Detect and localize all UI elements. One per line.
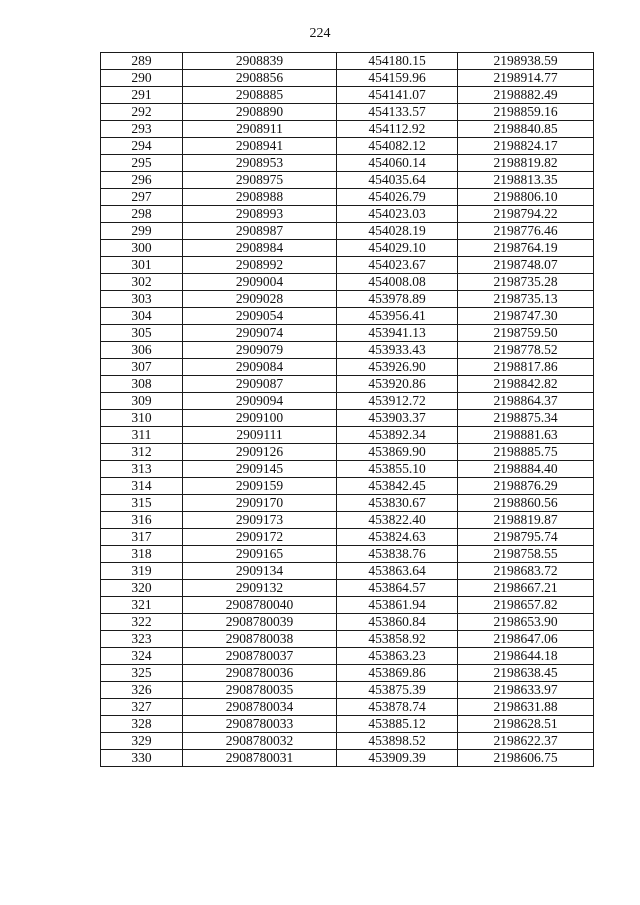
x-coordinate-cell: 453842.45 — [337, 478, 458, 495]
y-coordinate-cell: 2198735.13 — [458, 291, 594, 308]
point-id-cell: 2908780039 — [183, 614, 337, 631]
point-number-cell: 302 — [101, 274, 183, 291]
y-coordinate-cell: 2198758.55 — [458, 546, 594, 563]
x-coordinate-cell: 453909.39 — [337, 750, 458, 767]
point-id-cell: 2908780038 — [183, 631, 337, 648]
point-number-cell: 301 — [101, 257, 183, 274]
y-coordinate-cell: 2198842.82 — [458, 376, 594, 393]
x-coordinate-cell: 453830.67 — [337, 495, 458, 512]
point-id-cell: 2909094 — [183, 393, 337, 410]
y-coordinate-cell: 2198638.45 — [458, 665, 594, 682]
x-coordinate-cell: 453838.76 — [337, 546, 458, 563]
point-id-cell: 2908780035 — [183, 682, 337, 699]
y-coordinate-cell: 2198647.06 — [458, 631, 594, 648]
y-coordinate-cell: 2198813.35 — [458, 172, 594, 189]
x-coordinate-cell: 453898.52 — [337, 733, 458, 750]
y-coordinate-cell: 2198864.37 — [458, 393, 594, 410]
point-id-cell: 2908984 — [183, 240, 337, 257]
y-coordinate-cell: 2198882.49 — [458, 87, 594, 104]
table-row — [101, 495, 594, 512]
table-row — [101, 393, 594, 410]
point-id-cell: 2908839 — [183, 53, 337, 70]
table-row — [101, 359, 594, 376]
y-coordinate-cell: 2198657.82 — [458, 597, 594, 614]
point-number-cell: 326 — [101, 682, 183, 699]
point-number-cell: 327 — [101, 699, 183, 716]
table-row — [101, 427, 594, 444]
table-row — [101, 155, 594, 172]
coordinates-table — [100, 52, 594, 767]
y-coordinate-cell: 2198881.63 — [458, 427, 594, 444]
table-row — [101, 325, 594, 342]
table-row — [101, 223, 594, 240]
x-coordinate-cell: 453863.23 — [337, 648, 458, 665]
table-row — [101, 410, 594, 427]
point-id-cell: 2909004 — [183, 274, 337, 291]
point-number-cell: 304 — [101, 308, 183, 325]
y-coordinate-cell: 2198667.21 — [458, 580, 594, 597]
x-coordinate-cell: 454035.64 — [337, 172, 458, 189]
x-coordinate-cell: 453885.12 — [337, 716, 458, 733]
y-coordinate-cell: 2198884.40 — [458, 461, 594, 478]
y-coordinate-cell: 2198748.07 — [458, 257, 594, 274]
point-number-cell: 315 — [101, 495, 183, 512]
point-number-cell: 292 — [101, 104, 183, 121]
y-coordinate-cell: 2198859.16 — [458, 104, 594, 121]
table-row — [101, 580, 594, 597]
y-coordinate-cell: 2198840.85 — [458, 121, 594, 138]
x-coordinate-cell: 454008.08 — [337, 274, 458, 291]
x-coordinate-cell: 453858.92 — [337, 631, 458, 648]
y-coordinate-cell: 2198860.56 — [458, 495, 594, 512]
x-coordinate-cell: 454023.03 — [337, 206, 458, 223]
table-row — [101, 461, 594, 478]
point-id-cell: 2909172 — [183, 529, 337, 546]
point-number-cell: 295 — [101, 155, 183, 172]
y-coordinate-cell: 2198644.18 — [458, 648, 594, 665]
point-number-cell: 320 — [101, 580, 183, 597]
point-number-cell: 289 — [101, 53, 183, 70]
point-number-cell: 318 — [101, 546, 183, 563]
point-id-cell: 2908780032 — [183, 733, 337, 750]
table-row — [101, 699, 594, 716]
point-id-cell: 2909126 — [183, 444, 337, 461]
point-number-cell: 300 — [101, 240, 183, 257]
point-number-cell: 323 — [101, 631, 183, 648]
y-coordinate-cell: 2198875.34 — [458, 410, 594, 427]
table-row — [101, 87, 594, 104]
table-row — [101, 665, 594, 682]
table-row — [101, 529, 594, 546]
x-coordinate-cell: 453926.90 — [337, 359, 458, 376]
x-coordinate-cell: 454159.96 — [337, 70, 458, 87]
table-row — [101, 172, 594, 189]
point-number-cell: 303 — [101, 291, 183, 308]
point-number-cell: 290 — [101, 70, 183, 87]
point-id-cell: 2908856 — [183, 70, 337, 87]
x-coordinate-cell: 454026.79 — [337, 189, 458, 206]
y-coordinate-cell: 2198759.50 — [458, 325, 594, 342]
point-id-cell: 2909159 — [183, 478, 337, 495]
point-number-cell: 310 — [101, 410, 183, 427]
point-number-cell: 328 — [101, 716, 183, 733]
point-id-cell: 2909145 — [183, 461, 337, 478]
point-id-cell: 2908988 — [183, 189, 337, 206]
x-coordinate-cell: 453824.63 — [337, 529, 458, 546]
point-number-cell: 321 — [101, 597, 183, 614]
x-coordinate-cell: 454180.15 — [337, 53, 458, 70]
table-row — [101, 716, 594, 733]
point-number-cell: 312 — [101, 444, 183, 461]
point-number-cell: 313 — [101, 461, 183, 478]
x-coordinate-cell: 454133.57 — [337, 104, 458, 121]
y-coordinate-cell: 2198653.90 — [458, 614, 594, 631]
point-id-cell: 2909054 — [183, 308, 337, 325]
table-row — [101, 308, 594, 325]
x-coordinate-cell: 453978.89 — [337, 291, 458, 308]
y-coordinate-cell: 2198778.52 — [458, 342, 594, 359]
y-coordinate-cell: 2198735.28 — [458, 274, 594, 291]
point-id-cell: 2909074 — [183, 325, 337, 342]
point-number-cell: 293 — [101, 121, 183, 138]
point-id-cell: 2908953 — [183, 155, 337, 172]
x-coordinate-cell: 453878.74 — [337, 699, 458, 716]
table-row — [101, 70, 594, 87]
point-id-cell: 2909170 — [183, 495, 337, 512]
point-id-cell: 2909132 — [183, 580, 337, 597]
point-number-cell: 299 — [101, 223, 183, 240]
point-number-cell: 314 — [101, 478, 183, 495]
table-row — [101, 614, 594, 631]
y-coordinate-cell: 2198914.77 — [458, 70, 594, 87]
point-number-cell: 317 — [101, 529, 183, 546]
point-id-cell: 2908975 — [183, 172, 337, 189]
point-number-cell: 316 — [101, 512, 183, 529]
y-coordinate-cell: 2198885.75 — [458, 444, 594, 461]
point-number-cell: 325 — [101, 665, 183, 682]
table-row — [101, 546, 594, 563]
page-number: 224 — [309, 26, 331, 41]
point-id-cell: 2909111 — [183, 427, 337, 444]
point-id-cell: 2909084 — [183, 359, 337, 376]
table-row — [101, 206, 594, 223]
point-number-cell: 307 — [101, 359, 183, 376]
point-number-cell: 298 — [101, 206, 183, 223]
table-row — [101, 682, 594, 699]
table-row — [101, 444, 594, 461]
x-coordinate-cell: 453941.13 — [337, 325, 458, 342]
table-row — [101, 376, 594, 393]
x-coordinate-cell: 454141.07 — [337, 87, 458, 104]
point-id-cell: 2908992 — [183, 257, 337, 274]
table-row — [101, 342, 594, 359]
point-number-cell: 324 — [101, 648, 183, 665]
table-row — [101, 274, 594, 291]
table-row — [101, 104, 594, 121]
x-coordinate-cell: 454028.19 — [337, 223, 458, 240]
point-number-cell: 330 — [101, 750, 183, 767]
x-coordinate-cell: 453912.72 — [337, 393, 458, 410]
x-coordinate-cell: 454082.12 — [337, 138, 458, 155]
table-row — [101, 240, 594, 257]
table-row — [101, 478, 594, 495]
y-coordinate-cell: 2198938.59 — [458, 53, 594, 70]
x-coordinate-cell: 453869.86 — [337, 665, 458, 682]
x-coordinate-cell: 453875.39 — [337, 682, 458, 699]
table-row — [101, 512, 594, 529]
y-coordinate-cell: 2198806.10 — [458, 189, 594, 206]
table-row — [101, 648, 594, 665]
table-row — [101, 733, 594, 750]
point-number-cell: 305 — [101, 325, 183, 342]
point-number-cell: 296 — [101, 172, 183, 189]
x-coordinate-cell: 454023.67 — [337, 257, 458, 274]
point-id-cell: 2908993 — [183, 206, 337, 223]
y-coordinate-cell: 2198683.72 — [458, 563, 594, 580]
table-row — [101, 597, 594, 614]
point-id-cell: 2908780037 — [183, 648, 337, 665]
table-row — [101, 291, 594, 308]
y-coordinate-cell: 2198764.19 — [458, 240, 594, 257]
point-id-cell: 2908780031 — [183, 750, 337, 767]
x-coordinate-cell: 453920.86 — [337, 376, 458, 393]
x-coordinate-cell: 453855.10 — [337, 461, 458, 478]
point-number-cell: 306 — [101, 342, 183, 359]
point-number-cell: 291 — [101, 87, 183, 104]
point-number-cell: 297 — [101, 189, 183, 206]
point-number-cell: 308 — [101, 376, 183, 393]
y-coordinate-cell: 2198631.88 — [458, 699, 594, 716]
point-id-cell: 2908780036 — [183, 665, 337, 682]
x-coordinate-cell: 453933.43 — [337, 342, 458, 359]
x-coordinate-cell: 453822.40 — [337, 512, 458, 529]
y-coordinate-cell: 2198819.82 — [458, 155, 594, 172]
point-number-cell: 311 — [101, 427, 183, 444]
y-coordinate-cell: 2198628.51 — [458, 716, 594, 733]
point-id-cell: 2909100 — [183, 410, 337, 427]
point-id-cell: 2908911 — [183, 121, 337, 138]
point-id-cell: 2908780034 — [183, 699, 337, 716]
y-coordinate-cell: 2198794.22 — [458, 206, 594, 223]
x-coordinate-cell: 453956.41 — [337, 308, 458, 325]
coordinates-table-body — [101, 53, 594, 767]
x-coordinate-cell: 453892.34 — [337, 427, 458, 444]
point-id-cell: 2908941 — [183, 138, 337, 155]
y-coordinate-cell: 2198776.46 — [458, 223, 594, 240]
y-coordinate-cell: 2198817.86 — [458, 359, 594, 376]
point-id-cell: 2909079 — [183, 342, 337, 359]
point-id-cell: 2909173 — [183, 512, 337, 529]
point-id-cell: 2908885 — [183, 87, 337, 104]
table-row — [101, 53, 594, 70]
y-coordinate-cell: 2198876.29 — [458, 478, 594, 495]
point-id-cell: 2908890 — [183, 104, 337, 121]
point-number-cell: 319 — [101, 563, 183, 580]
y-coordinate-cell: 2198819.87 — [458, 512, 594, 529]
point-number-cell: 309 — [101, 393, 183, 410]
point-id-cell: 2909028 — [183, 291, 337, 308]
table-row — [101, 631, 594, 648]
y-coordinate-cell: 2198747.30 — [458, 308, 594, 325]
point-id-cell: 2908987 — [183, 223, 337, 240]
point-id-cell: 2909134 — [183, 563, 337, 580]
point-number-cell: 294 — [101, 138, 183, 155]
point-id-cell: 2909165 — [183, 546, 337, 563]
point-id-cell: 2908780040 — [183, 597, 337, 614]
y-coordinate-cell: 2198824.17 — [458, 138, 594, 155]
x-coordinate-cell: 453903.37 — [337, 410, 458, 427]
y-coordinate-cell: 2198795.74 — [458, 529, 594, 546]
x-coordinate-cell: 453861.94 — [337, 597, 458, 614]
table-row — [101, 563, 594, 580]
x-coordinate-cell: 453863.64 — [337, 563, 458, 580]
point-id-cell: 2908780033 — [183, 716, 337, 733]
x-coordinate-cell: 454029.10 — [337, 240, 458, 257]
table-row — [101, 189, 594, 206]
point-number-cell: 329 — [101, 733, 183, 750]
x-coordinate-cell: 453864.57 — [337, 580, 458, 597]
table-row — [101, 750, 594, 767]
y-coordinate-cell: 2198622.37 — [458, 733, 594, 750]
x-coordinate-cell: 453860.84 — [337, 614, 458, 631]
y-coordinate-cell: 2198606.75 — [458, 750, 594, 767]
y-coordinate-cell: 2198633.97 — [458, 682, 594, 699]
x-coordinate-cell: 454060.14 — [337, 155, 458, 172]
x-coordinate-cell: 454112.92 — [337, 121, 458, 138]
table-row — [101, 121, 594, 138]
point-id-cell: 2909087 — [183, 376, 337, 393]
table-row — [101, 138, 594, 155]
x-coordinate-cell: 453869.90 — [337, 444, 458, 461]
table-row — [101, 257, 594, 274]
point-number-cell: 322 — [101, 614, 183, 631]
